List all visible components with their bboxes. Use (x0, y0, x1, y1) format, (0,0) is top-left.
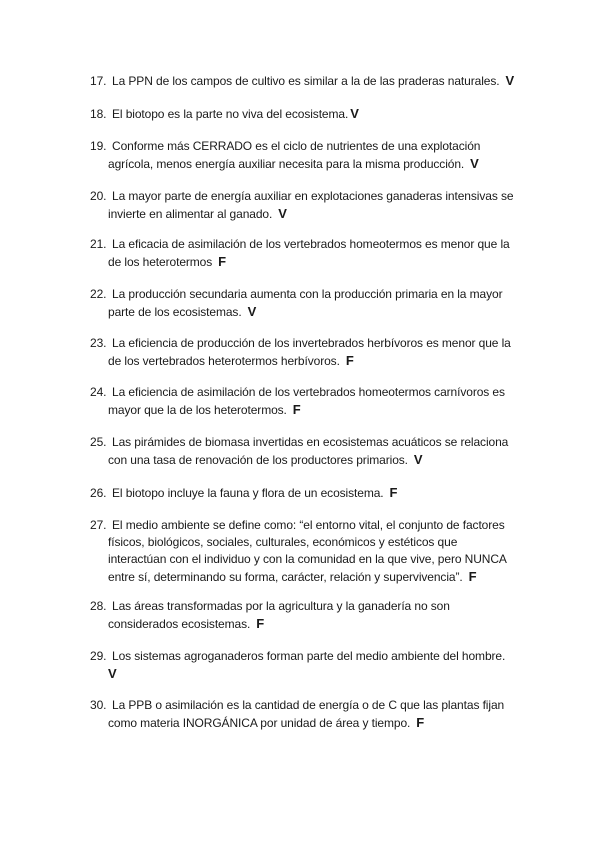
question-number: 21. (90, 237, 107, 251)
question-number: 28. (90, 599, 107, 613)
answer-mark: V (413, 452, 423, 467)
question-number: 30. (90, 698, 107, 712)
question-text: El biotopo incluye la fauna y flora de un ecosistema. (112, 486, 384, 500)
question-number: 17. (90, 74, 107, 88)
question-24 (90, 384, 540, 419)
question-17 (90, 72, 540, 90)
answer-mark: V (278, 206, 287, 221)
question-text: La mayor parte de energía auxiliar en explotaciones ganaderas intensivas se (112, 189, 514, 203)
answer-mark: F (389, 485, 398, 500)
answer-mark: F (468, 569, 477, 584)
question-23 (90, 335, 540, 370)
question-text-cont: físicos, biológicos, sociales, culturales, económicos y estéticos que (108, 535, 458, 549)
question-text: La producción secundaria aumenta con la producción primaria en la mayor (112, 287, 503, 301)
question-number: 26. (90, 486, 107, 500)
answer-mark: V (247, 304, 257, 319)
answer-mark: F (416, 715, 425, 730)
question-number: 27. (90, 518, 107, 532)
question-22 (90, 286, 540, 321)
answer-mark: V (470, 156, 479, 171)
answer-mark: V (505, 73, 515, 88)
question-text: Las pirámides de biomasa invertidas en ecosistemas acuáticos se relaciona (112, 435, 509, 449)
question-text-cont: como materia INORGÁNICA por unidad de área y tiempo. (108, 716, 411, 730)
question-18 (90, 105, 540, 123)
question-text: El medio ambiente se define como: “el entorno vital, el conjunto de factores (112, 518, 505, 532)
question-text-cont: parte de los ecosistemas. (108, 305, 242, 319)
question-number: 18. (90, 107, 107, 121)
question-text-cont: con una tasa de renovación de los productores primarios. (108, 453, 408, 467)
question-30 (90, 697, 540, 732)
question-number: 25. (90, 435, 107, 449)
question-text-cont: de los heterotermos (108, 255, 213, 269)
question-number: 19. (90, 139, 107, 153)
question-19 (90, 138, 540, 173)
question-20 (90, 188, 540, 223)
question-text: Los sistemas agroganaderos forman parte del medio ambiente del hombre. (112, 649, 506, 663)
answer-mark: V (350, 106, 359, 121)
question-text: La PPB o asimilación es la cantidad de energía o de C que las plantas fijan (112, 698, 505, 712)
question-28 (90, 598, 540, 633)
answer-mark: F (292, 402, 301, 417)
question-text-cont: mayor que la de los heterotermos. (108, 403, 287, 417)
question-text-cont: de los vertebrados heterotermos herbívoros. (108, 354, 340, 368)
question-text-cont: interactúan con el individuo y con la comunidad en la que vive, pero NUNCA (108, 552, 507, 566)
question-number: 22. (90, 287, 107, 301)
question-text: La eficacia de asimilación de los vertebrados homeotermos es menor que la (112, 237, 510, 251)
question-text-cont: agrícola, menos energía auxiliar necesita para la misma producción. (108, 157, 465, 171)
question-27 (90, 517, 540, 586)
question-text: La PPN de los campos de cultivo es similar a la de las praderas naturales. (112, 74, 500, 88)
question-25 (90, 434, 540, 469)
question-text: La eficiencia de producción de los invertebrados herbívoros es menor que la (112, 336, 511, 350)
question-text-cont: entre sí, determinando su forma, carácter, relación y supervivencia”. (108, 570, 463, 584)
question-text: Conforme más CERRADO es el ciclo de nutrientes de una explotación (112, 139, 481, 153)
answer-mark: F (345, 353, 354, 368)
question-21 (90, 236, 540, 271)
question-text: La eficiencia de asimilación de los vertebrados homeotermos carnívoros es (112, 385, 505, 399)
question-29 (90, 648, 540, 683)
question-number: 20. (90, 189, 107, 203)
answer-mark: F (218, 254, 226, 269)
question-text: El biotopo es la parte no viva del ecosistema. (112, 107, 349, 121)
question-text-cont: considerados ecosistemas. (108, 617, 251, 631)
question-number: 24. (90, 385, 107, 399)
question-text-cont: invierte en alimentar al ganado. (108, 207, 273, 221)
question-number: 23. (90, 336, 107, 350)
answer-mark: V (108, 666, 117, 681)
question-text: Las áreas transformadas por la agricultura y la ganadería no son (112, 599, 450, 613)
question-number: 29. (90, 649, 107, 663)
answer-mark: F (256, 616, 265, 631)
question-26 (90, 484, 540, 502)
